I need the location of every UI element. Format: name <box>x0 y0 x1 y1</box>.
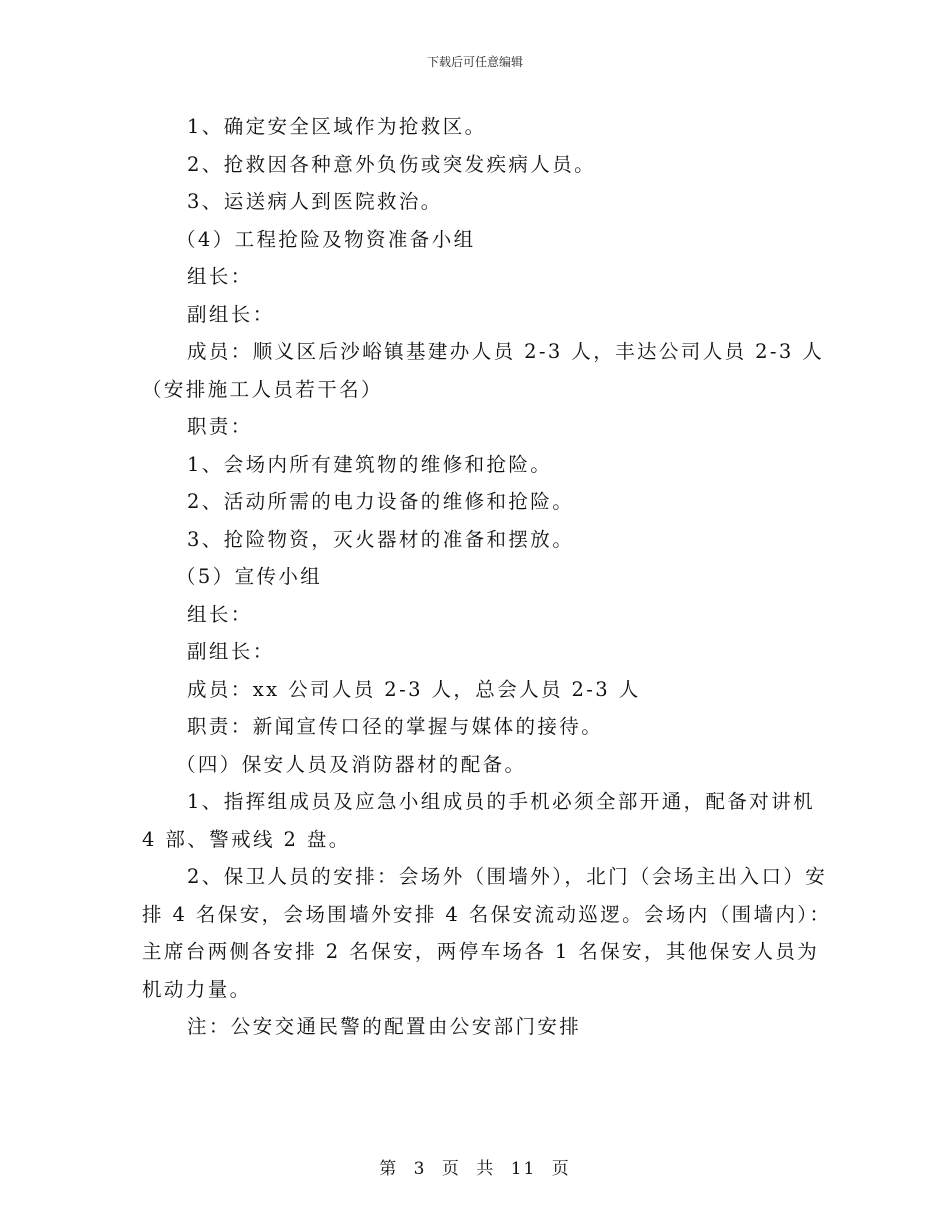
footer-prefix: 第 <box>379 1159 399 1179</box>
paragraph: 成员：顺义区后沙峪镇基建办人员 2-3 人，丰达公司人员 2-3 人 <box>187 340 825 363</box>
page-header: 下载后可任意编辑 <box>426 55 523 69</box>
paragraph: 职责： <box>187 415 253 438</box>
paragraph: 副组长： <box>187 302 275 326</box>
paragraph: 1、会场内所有建筑物的维修和抢险。 <box>187 452 553 476</box>
page-footer <box>0 1154 950 1179</box>
paragraph: 职责：新闻宣传口径的掌握与媒体的接待。 <box>187 715 604 738</box>
footer-suffix: 页 <box>551 1159 571 1179</box>
paragraph: 1、确定安全区域作为抢救区。 <box>187 115 487 138</box>
paragraph: 2、活动所需的电力设备的维修和抢险。 <box>187 490 575 513</box>
document-body <box>142 108 832 1046</box>
footer-current-page: 3 <box>413 1159 427 1179</box>
paragraph: 组长： <box>187 602 253 626</box>
paragraph: 2、保卫人员的安排：会场外（围墙外），北门（会场主出入口）安排 4 名保安，会场围墙外安排 4 名保安流动巡逻。会场内（围墙内）：主席台两侧各安排 2 名保安，两停车场各 1 名保安，其他保安人员为机动力量。 <box>142 865 832 1001</box>
section-heading: （5）宣传小组 <box>176 565 323 588</box>
footer-total-label: 共 <box>476 1159 496 1179</box>
paragraph: 组长： <box>187 265 253 288</box>
paragraph: 成员：xx 公司人员 2-3 人，总会人员 2-3 人 <box>187 677 641 701</box>
footer-total-pages: 11 <box>510 1159 537 1179</box>
paragraph: 2、抢救因各种意外负伤或突发疾病人员。 <box>187 152 597 176</box>
paragraph: 3、运送病人到医院救治。 <box>187 190 443 213</box>
paragraph: 3、抢险物资，灭火器材的准备和摆放。 <box>187 527 575 551</box>
paragraph: （安排施工人员若干名） <box>142 377 383 401</box>
paragraph: 1、指挥组成员及应急小组成员的手机必须全部开通，配备对讲机 4 部、警戒线 2 盘。 <box>142 790 816 851</box>
section-heading: （四）保安人员及消防器材的配备。 <box>176 752 527 776</box>
paragraph: 副组长： <box>187 640 275 663</box>
footer-page-label: 页 <box>441 1159 461 1179</box>
section-heading: （4）工程抢险及物资准备小组 <box>176 227 476 251</box>
paragraph: 注：公安交通民警的配置由公安部门安排 <box>187 1015 582 1038</box>
